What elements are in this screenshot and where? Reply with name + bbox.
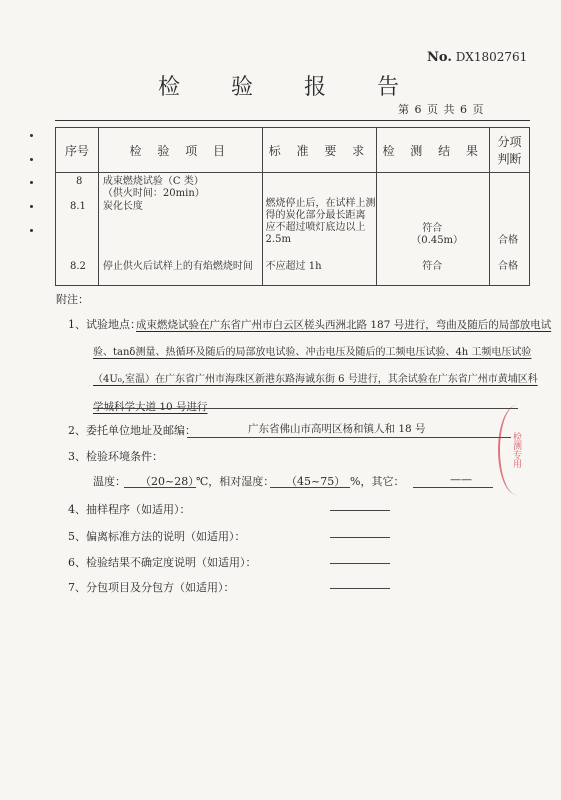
- header-judge-line1: 分项: [497, 135, 522, 149]
- cell-result: [377, 173, 490, 286]
- report-number: [427, 50, 527, 65]
- temp-unit: ℃，相对湿度：: [196, 475, 275, 488]
- note-1-line1: 成束燃烧试验在广东省广州市白云区槎头西洲北路 187 号进行，弯曲及随后的局部放电试: [136, 319, 552, 331]
- notes-label: 附注：: [56, 293, 89, 306]
- note-1-line4: 学城科学大道 10 号进行: [93, 401, 208, 413]
- table-header-row: [56, 128, 530, 173]
- standard-line: 应不超过喷灯底边以上: [265, 222, 366, 233]
- note-3-label: 3、检验环境条件：: [68, 450, 163, 463]
- margin-dot: [30, 229, 33, 232]
- item-bunched-burning: 成束燃烧试验（C 类）: [102, 176, 204, 187]
- cell-seq: [56, 173, 99, 286]
- humidity-underline: [270, 487, 350, 488]
- note-1-underline: [93, 408, 518, 409]
- judge-char: 合格: [498, 235, 519, 246]
- note-5: 5、偏离标准方法的说明（如适用）：: [68, 530, 246, 543]
- note-2-underline: [187, 437, 511, 438]
- note-7-underline: [330, 588, 390, 589]
- temp-label: 温度：: [93, 475, 126, 488]
- header-standard: 标 准 要 求: [262, 128, 377, 173]
- cell-item: [98, 173, 262, 286]
- humidity-unit: %，其它：: [350, 475, 405, 488]
- result-char-value: （0.45m）: [411, 235, 464, 246]
- result-flame: 符合: [422, 261, 443, 272]
- item-char-length: 炭化长度: [102, 201, 143, 212]
- note-4-underline: [330, 510, 390, 511]
- page-title: 检 验 报 告: [158, 75, 421, 100]
- stamp-text: 检测专用: [511, 432, 521, 468]
- results-table: [55, 127, 530, 286]
- item-flame-time: 停止供火后试样上的有焰燃烧时间: [102, 261, 253, 272]
- note-1-line3: （4U₀,室温）在广东省广州市海珠区新港东路海诚东街 6 号进行，其余试验在广东省广州市黄埔区科: [93, 374, 538, 385]
- standard-line: 得的炭化部分最长距离: [265, 210, 366, 221]
- cell-standard: [262, 173, 377, 286]
- header-item: 检 验 项 目: [98, 128, 262, 173]
- seq-8-2: 8.2: [70, 261, 86, 272]
- note-2-label: 2、委托单位地址及邮编：: [68, 424, 196, 437]
- standard-line: 2.5m: [265, 234, 291, 245]
- cell-judge: [490, 173, 530, 286]
- other-underline: [413, 487, 493, 488]
- table-row: [56, 173, 530, 286]
- humidity-value: （45~75）: [286, 475, 346, 488]
- note-7: 7、分包项目及分包方（如适用）：: [68, 581, 235, 594]
- other-value: ——: [450, 473, 472, 486]
- temp-value: （20~28）: [140, 475, 200, 488]
- note-1-line2: 验、tanδ测量、热循环及随后的局部放电试验、冲击电压及随后的工频电压试验、4h 工频电压试验: [93, 347, 532, 358]
- note-2-value: 广东省佛山市高明区杨和镇人和 18 号: [248, 423, 426, 435]
- page-info: 第 6 页 共 6 页: [398, 103, 485, 116]
- note-5-underline: [330, 537, 390, 538]
- margin-dot: [30, 158, 33, 161]
- note-4: 4、抽样程序（如适用）：: [68, 503, 191, 516]
- note-1-prefix: 1、试验地点：: [68, 318, 141, 331]
- standard-line: 燃烧停止后，在试样上测: [265, 198, 376, 209]
- temp-underline: [124, 487, 196, 488]
- report-number-value: DX1802761: [455, 50, 528, 64]
- header-result: 检 测 结 果: [377, 128, 490, 173]
- seq-8-1: 8.1: [70, 201, 86, 212]
- header-judge: [490, 128, 530, 173]
- report-number-label: No.: [427, 50, 452, 65]
- item-fire-time: （供火时间：20min）: [102, 188, 205, 199]
- seq-8: 8: [76, 176, 83, 187]
- result-char: 符合: [422, 223, 443, 234]
- judge-flame: 合格: [498, 261, 519, 272]
- header-rule: [55, 120, 530, 121]
- margin-dot: [30, 134, 33, 137]
- note-6-underline: [330, 563, 390, 564]
- margin-dot: [30, 205, 33, 208]
- header-seq: 序号: [56, 128, 99, 173]
- margin-dot: [30, 181, 33, 184]
- standard-flame: 不应超过 1h: [265, 261, 322, 272]
- header-judge-line2: 判断: [497, 152, 522, 166]
- note-6: 6、检验结果不确定度说明（如适用）：: [68, 556, 257, 569]
